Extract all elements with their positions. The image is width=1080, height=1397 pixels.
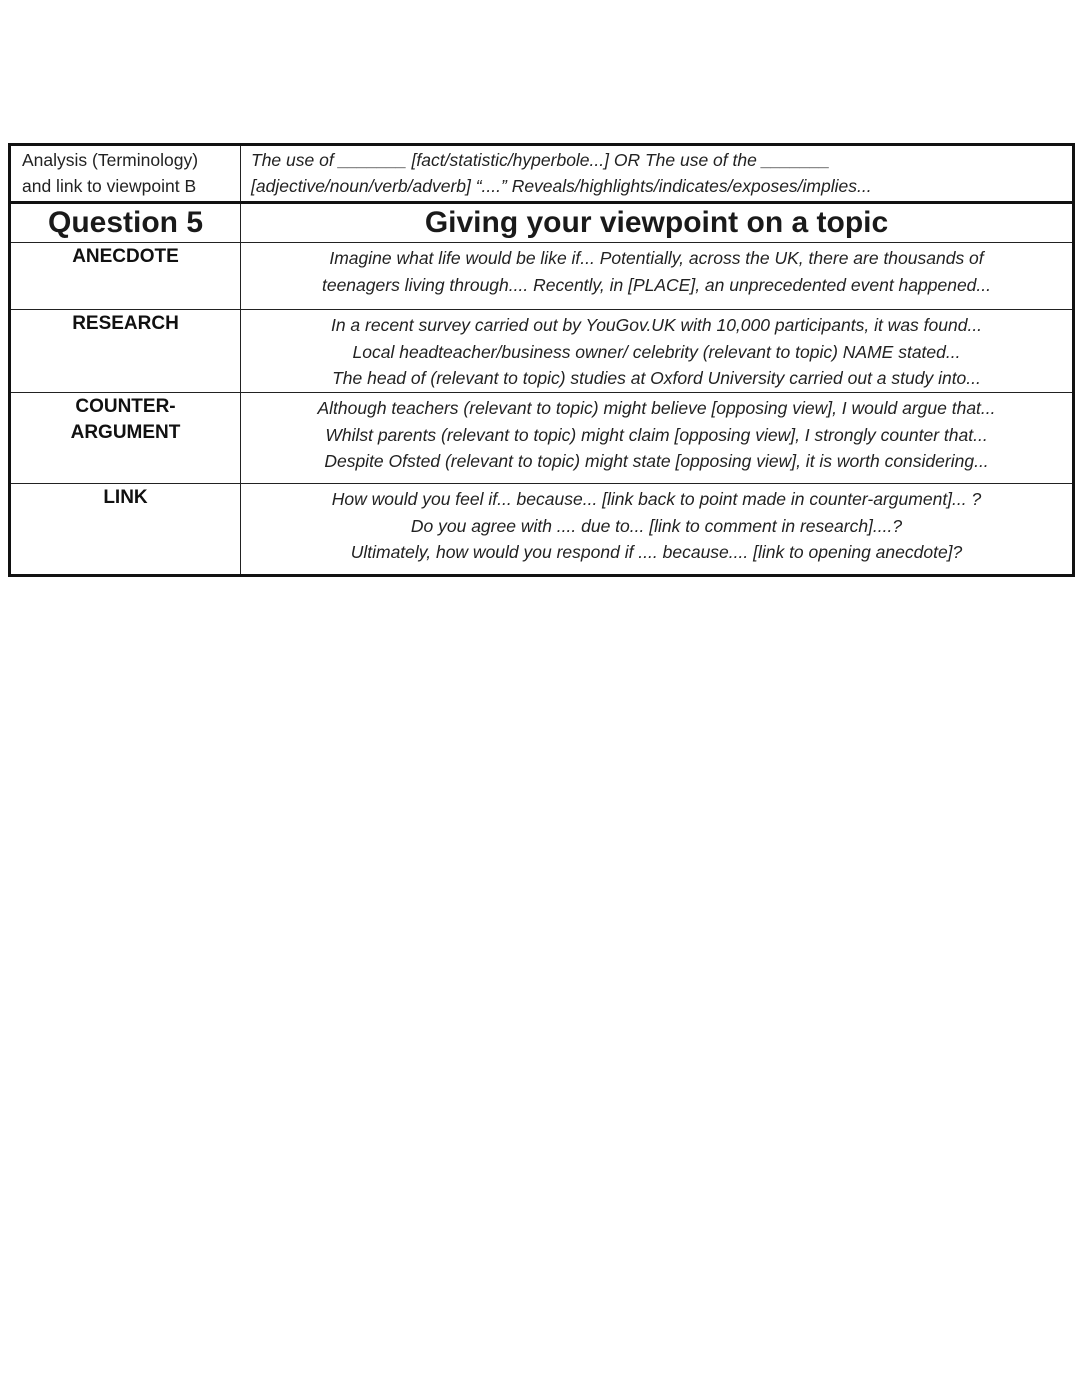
analysis-text-line-1: The use of _______ [fact/statistic/hyperbole...] OR The use of the _______: [251, 150, 830, 170]
anecdote-label: [10, 243, 241, 310]
research-line-3: The head of (relevant to topic) studies at Oxford University carried out a study into...: [332, 368, 981, 388]
analysis-text-line-2: [adjective/noun/verb/adverb] “....” Reveals/highlights/indicates/exposes/implies...: [251, 176, 872, 196]
question-heading: Question 5: [10, 203, 241, 243]
link-label: [10, 484, 241, 576]
writing-frame-table: [8, 143, 1075, 577]
link-row: [10, 484, 1074, 576]
counter-argument-line-1: Although teachers (relevant to topic) might believe [opposing view], I would argue that...: [317, 398, 996, 418]
counter-argument-label: [10, 393, 241, 484]
counter-argument-line-2: Whilst parents (relevant to topic) might claim [opposing view], I strongly counter that...: [325, 424, 988, 445]
analysis-row: [10, 145, 1074, 203]
anecdote-label-text: ANECDOTE: [72, 246, 179, 267]
research-line-1: In a recent survey carried out by YouGov.UK with 10,000 participants, it was found...: [330, 315, 983, 335]
heading-row: [10, 203, 1074, 243]
link-text-cell: [241, 484, 1074, 576]
link-line-2: Do you agree with .... due to... [link to comment in research]....?: [410, 515, 903, 536]
research-label: [10, 310, 241, 393]
counter-argument-row: [10, 393, 1074, 484]
counter-argument-label-line-2: ARGUMENT: [70, 422, 181, 443]
section-title: Giving your viewpoint on a topic: [241, 203, 1074, 243]
anecdote-line-2: teenagers living through.... Recently, in [PLACE], an unprecedented event happened...: [321, 274, 991, 295]
counter-argument-text-cell: [241, 393, 1074, 484]
research-text-cell: [241, 310, 1074, 393]
counter-argument-line-3: Despite Ofsted (relevant to topic) might state [opposing view], it is worth considering...: [324, 451, 989, 471]
anecdote-text-cell: [241, 243, 1074, 310]
anecdote-line-1: Imagine what life would be like if... Potentially, across the UK, there are thousands of: [329, 248, 984, 268]
analysis-label-line-2: and link to viewpoint B: [22, 176, 197, 196]
research-row: [10, 310, 1074, 393]
research-label-text: RESEARCH: [72, 313, 179, 334]
anecdote-row: [10, 243, 1074, 310]
analysis-label-cell: [10, 145, 241, 203]
counter-argument-label-line-1: COUNTER-: [75, 396, 176, 417]
analysis-label-line-1: Analysis (Terminology): [22, 150, 199, 170]
link-line-3: Ultimately, how would you respond if .... because.... [link to opening anecdote]?: [350, 542, 963, 562]
link-label-text: LINK: [103, 487, 148, 508]
research-line-2: Local headteacher/business owner/ celebrity (relevant to topic) NAME stated...: [352, 341, 961, 362]
link-line-1: How would you feel if... because... [link back to point made in counter-argument]... ?: [331, 489, 982, 509]
analysis-text-cell: [241, 145, 1074, 203]
